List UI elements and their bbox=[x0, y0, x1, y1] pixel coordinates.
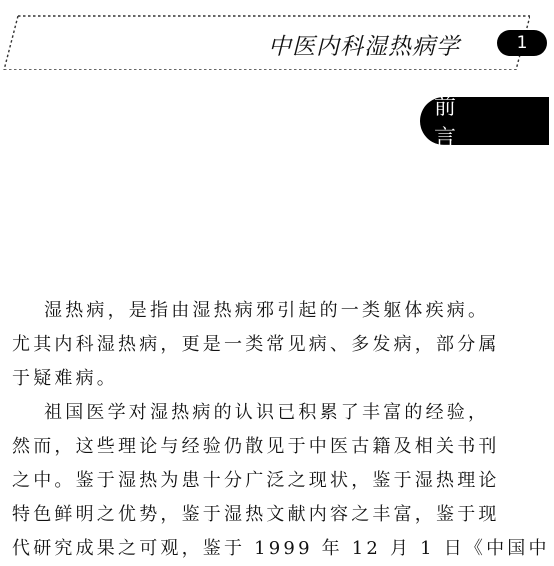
body-line: 代研究成果之可观，鉴于 1999 年 12 月 1 日《中国中 bbox=[12, 538, 550, 559]
body-line: 尤其内科湿热病，更是一类常见病、多发病，部分属 bbox=[12, 334, 500, 355]
running-header-title: 中医内科湿热病学 bbox=[268, 34, 460, 60]
body-text bbox=[12, 294, 550, 566]
body-line: 特色鲜明之优势，鉴于湿热文献内容之丰富，鉴于现 bbox=[12, 504, 500, 525]
page-number-badge: 1 bbox=[497, 30, 547, 56]
section-title: 前 言 bbox=[420, 97, 549, 145]
body-line: 祖国医学对湿热病的认识已积累了丰富的经验， bbox=[44, 402, 490, 423]
body-line: 之中。鉴于湿热为患十分广泛之现状，鉴于湿热理论 bbox=[12, 470, 500, 491]
body-line: 湿热病，是指由湿热病邪引起的一类躯体疾病。 bbox=[44, 300, 490, 321]
body-line: 于疑难病。 bbox=[12, 368, 118, 389]
body-line: 然而，这些理论与经验仍散见于中医古籍及相关书刊 bbox=[12, 436, 500, 457]
